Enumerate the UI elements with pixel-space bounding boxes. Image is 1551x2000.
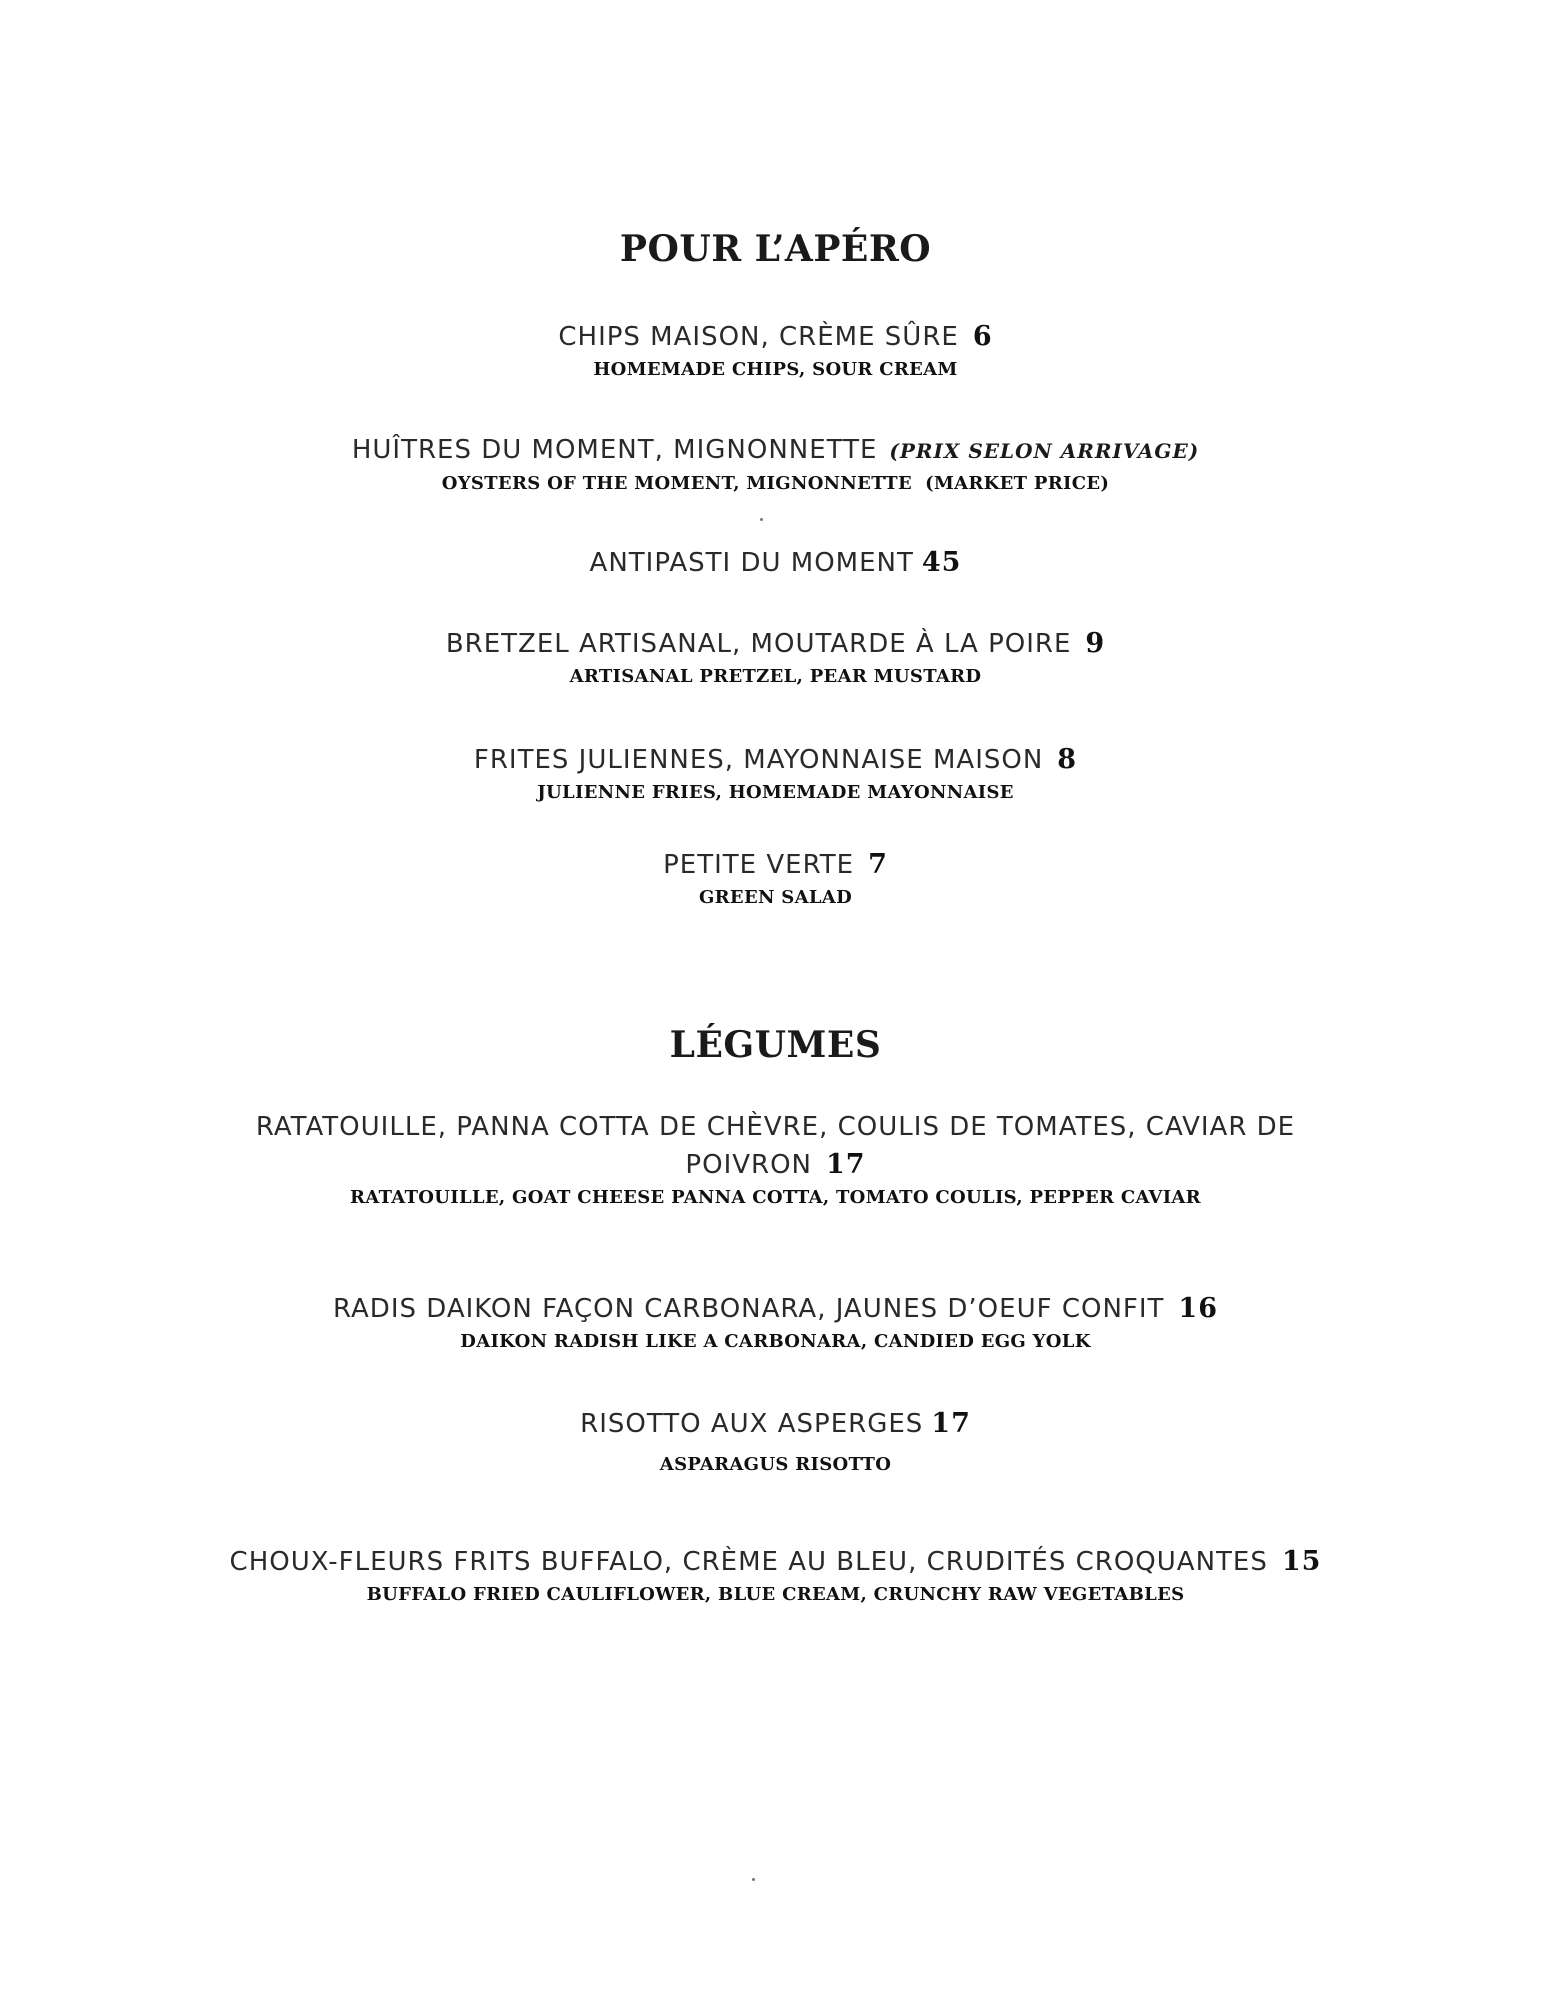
menu-item-huitres [0, 431, 1551, 498]
item-name-fr: FRITES JULIENNES, MAYONNAISE MAISON [473, 745, 1044, 775]
menu-item-antipasti [0, 544, 1551, 582]
menu-item-petite-verte [0, 846, 1551, 912]
menu-item-frites [0, 741, 1551, 807]
item-name-en: BUFFALO FRIED CAULIFLOWER, BLUE CREAM, CRUNCHY RAW VEGETABLES [366, 1584, 1185, 1605]
menu-item-choux-fleurs [0, 1543, 1551, 1609]
item-name-en: DAIKON RADISH LIKE A CARBONARA, CANDIED EGG YOLK [460, 1331, 1091, 1352]
item-name-fr: ANTIPASTI DU MOMENT [589, 548, 914, 578]
item-name-en: GREEN SALAD [699, 887, 852, 908]
scan-speck [752, 1878, 755, 1881]
section-title-legumes: LÉGUMES [669, 1024, 882, 1066]
item-name-en: RATATOUILLE, GOAT CHEESE PANNA COTTA, TOMATO COULIS, PEPPER CAVIAR [350, 1187, 1201, 1208]
menu-item-ratatouille [0, 1108, 1551, 1212]
section-title-apero: POUR L’APÉRO [619, 228, 932, 270]
item-name-fr: PETITE VERTE [663, 850, 855, 880]
item-price-note: (PRIX SELON ARRIVAGE) [889, 439, 1200, 463]
item-name-fr: CHIPS MAISON, CRÈME SÛRE [558, 322, 959, 352]
scan-speck [760, 518, 763, 521]
item-name-fr: CHOUX-FLEURS FRITS BUFFALO, CRÈME AU BLEU, CRUDITÉS CROQUANTES [229, 1547, 1268, 1577]
item-name-fr: BRETZEL ARTISANAL, MOUTARDE À LA POIRE [445, 629, 1072, 659]
item-name-fr: RADIS DAIKON FAÇON CARBONARA, JAUNES D’OEUF CONFIT [333, 1294, 1165, 1324]
item-price: 16 [1178, 1293, 1218, 1324]
menu-item-chips [0, 318, 1551, 384]
item-name-fr: HUÎTRES DU MOMENT, MIGNONNETTE [351, 435, 878, 465]
item-price: 17 [931, 1408, 971, 1439]
item-price: 7 [868, 849, 888, 880]
item-name-en: HOMEMADE CHIPS, SOUR CREAM [593, 359, 958, 380]
menu-item-risotto [0, 1405, 1551, 1479]
item-name-fr: RATATOUILLE, PANNA COTTA DE CHÈVRE, COULIS DE TOMATES, CAVIAR DE POIVRON [255, 1112, 1296, 1180]
item-price: 9 [1085, 628, 1106, 659]
menu-item-radis-daikon [0, 1290, 1551, 1356]
item-name-en: JULIENNE FRIES, HOMEMADE MAYONNAISE [537, 782, 1014, 803]
item-price: 45 [921, 547, 962, 578]
item-price: 15 [1281, 1546, 1322, 1577]
item-price: 8 [1057, 744, 1078, 775]
item-name-fr: RISOTTO AUX ASPERGES [580, 1409, 924, 1439]
item-price: 17 [826, 1149, 866, 1180]
item-name-en: ARTISANAL PRETZEL, PEAR MUSTARD [569, 666, 982, 687]
item-name-en: OYSTERS OF THE MOMENT, MIGNONNETTE (MARKET PRICE) [441, 473, 1110, 494]
item-price: 6 [972, 321, 993, 352]
item-name-en: ASPARAGUS RISOTTO [659, 1454, 892, 1475]
menu-item-bretzel [0, 625, 1551, 691]
